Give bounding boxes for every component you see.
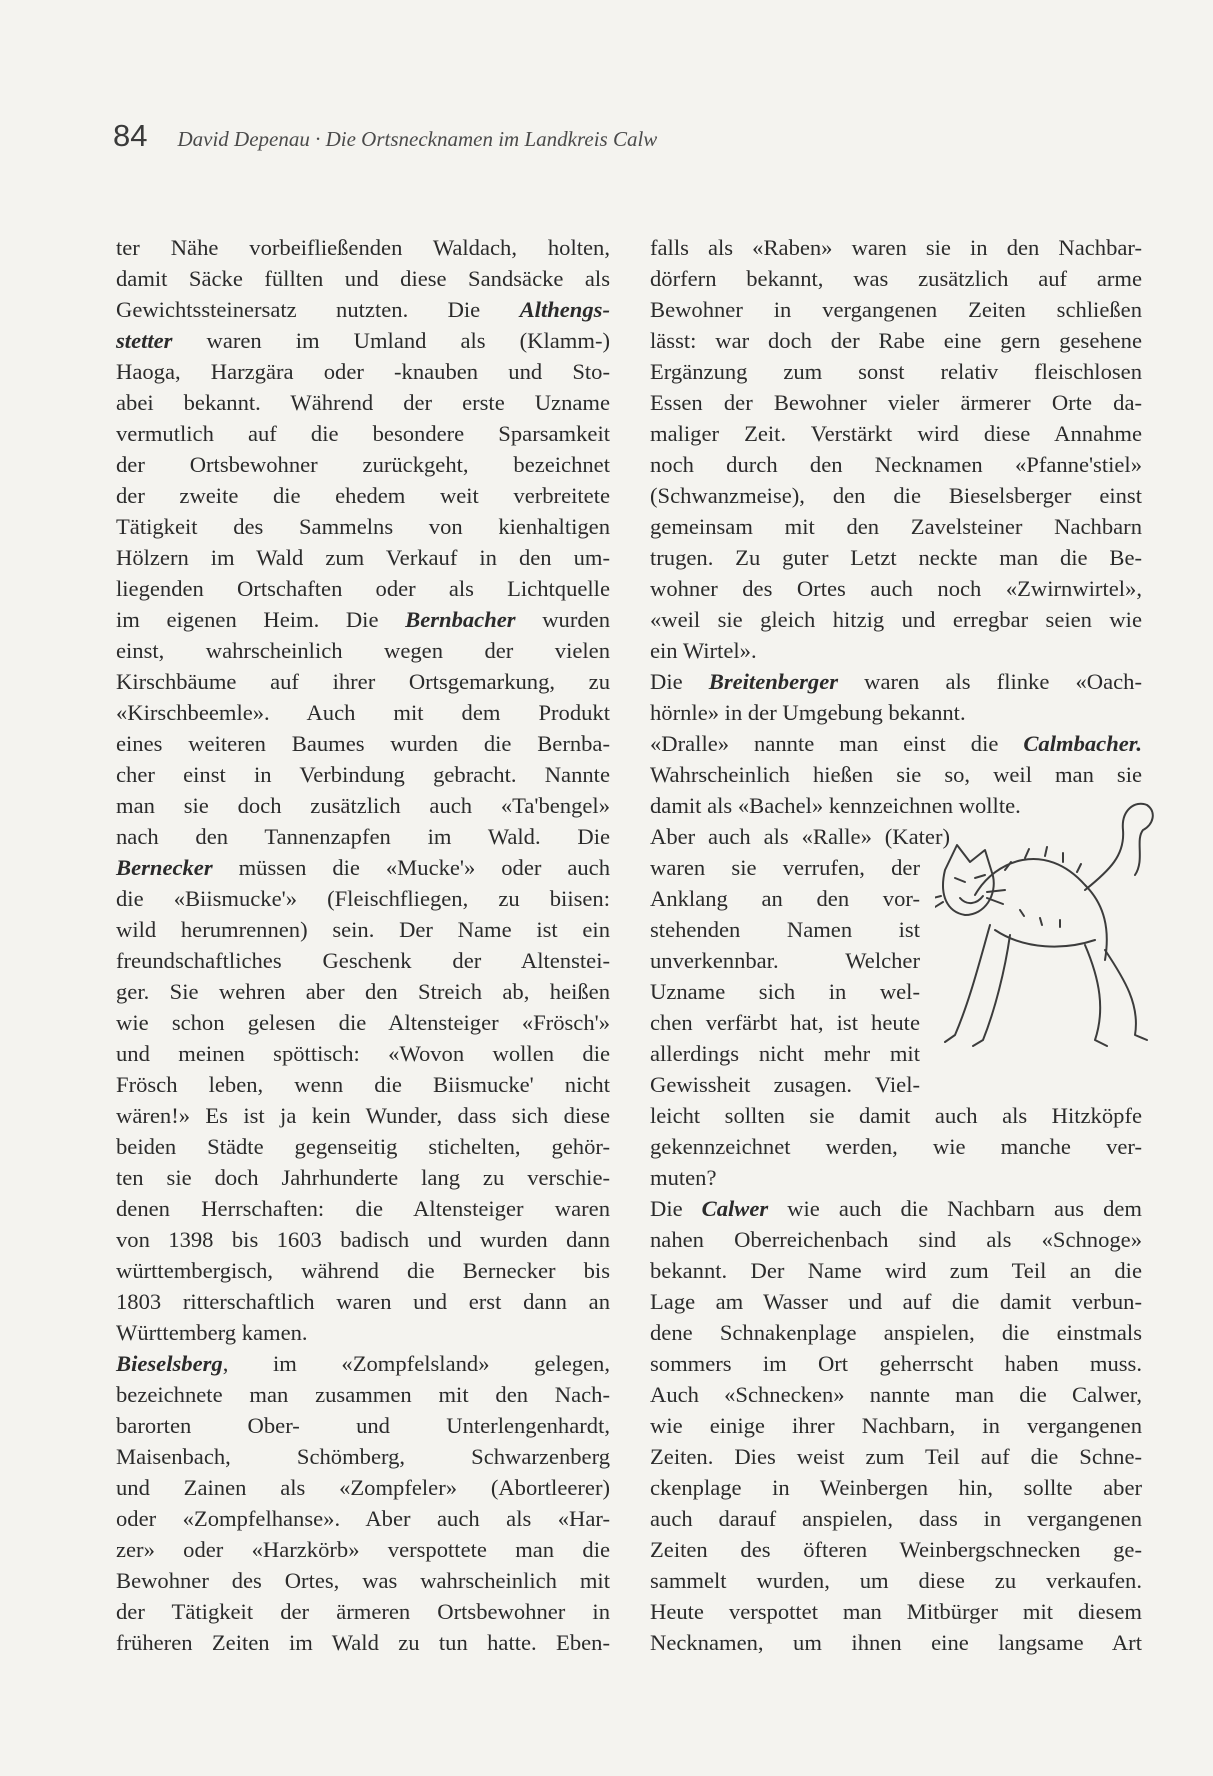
text-line: wohner des Ortes auch noch «Zwirnwirtel»,: [650, 576, 1142, 601]
text-line: falls als «Raben» waren sie in den Nachbar-: [650, 235, 1142, 260]
text-line: «Dralle» nannte man einst die Calmbacher.: [650, 731, 1142, 756]
text-line: damit Säcke füllten und diese Sandsäcke als: [116, 266, 610, 291]
text-line: Zeiten des öfteren Weinbergschnecken ge-: [650, 1537, 1142, 1562]
text-line: man sie doch zusätzlich auch «Ta'bengel»: [116, 793, 610, 818]
text-line: eines weiteren Baumes wurden die Bernba-: [116, 731, 610, 756]
text-line: und meinen spöttisch: «Wovon wollen die: [116, 1041, 610, 1066]
text-line: lässt: war doch der Rabe eine gern gesehene: [650, 328, 1142, 353]
text-line: Kirschbäume auf ihrer Ortsgemarkung, zu: [116, 669, 610, 694]
text-line: ter Nähe vorbeifließenden Waldach, holten,: [116, 235, 610, 260]
text-line: Württemberg kamen.: [116, 1320, 308, 1345]
text-line: «Kirschbeemle». Auch mit dem Produkt: [116, 700, 610, 725]
text-line: Tätigkeit des Sammelns von kienhaltigen: [116, 514, 610, 539]
text-line: bezeichnete man zusammen mit den Nach-: [116, 1382, 610, 1407]
text-line: sammelt wurden, um diese zu verkaufen.: [650, 1568, 1142, 1593]
text-line: [116, 325, 610, 356]
place-name-bernbacher: Bernbacher: [405, 607, 516, 632]
text-line: ten sie doch Jahrhunderte lang zu verschie-: [116, 1165, 610, 1190]
text-line: früheren Zeiten im Wald zu tun hatte. Eben-: [116, 1630, 610, 1655]
text-line: noch durch den Necknamen «Pfanne'stiel»: [650, 452, 1142, 477]
text-line: Heute verspottet man Mitbürger mit diesem: [650, 1599, 1142, 1624]
left-column: [116, 232, 610, 1658]
page-number: 84: [113, 118, 148, 153]
text-line: waren sie verrufen, der: [650, 855, 920, 880]
text-line: denen Herrschaften: die Altensteiger waren: [116, 1196, 610, 1221]
text-line: und Zainen als «Zompfeler» (Abortleerer): [116, 1475, 610, 1500]
text-line: Haoga, Harzgära oder -knauben und Sto-: [116, 359, 610, 384]
text-line: Lage am Wasser und auf die damit verbun-: [650, 1289, 1142, 1314]
text-line: wie einige ihrer Nachbarn, in vergangenen: [650, 1413, 1142, 1438]
text-line: leicht sollten sie damit auch als Hitzköpfe: [650, 1103, 1142, 1128]
text-line: freundschaftliches Geschenk der Altenstei-: [116, 948, 610, 973]
text-line: Aber auch als «Ralle» (Kater): [650, 824, 950, 849]
cat-illustration-icon: [935, 800, 1180, 1060]
text-line: Hölzern im Wald zum Verkauf in den um-: [116, 545, 610, 570]
text-line: Anklang an den vor-: [650, 886, 920, 911]
text-line: Zeiten. Dies weist zum Teil auf die Schne-: [650, 1444, 1142, 1469]
text-line: Bewohner des Ortes, was wahrscheinlich mit: [116, 1568, 610, 1593]
text-line: 1803 ritterschaftlich waren und erst dann an: [116, 1289, 610, 1314]
line-rest: waren im Umland als (Klamm-): [172, 328, 610, 353]
text-line: allerdings nicht mehr mit: [650, 1041, 920, 1066]
text-line: im eigenen Heim. Die Bernbacher wurden: [116, 607, 610, 632]
text-line: muten?: [650, 1165, 717, 1190]
text-line: cher einst in Verbindung gebracht. Nannte: [116, 762, 610, 787]
text-line: dene Schnakenplage anspielen, die einstmals: [650, 1320, 1142, 1345]
text-line: trugen. Zu guter Letzt neckte man die Be-: [650, 545, 1142, 570]
text-line: zer» oder «Harzkörb» verspottete man die: [116, 1537, 610, 1562]
text-line: sommers im Ort geherrscht haben muss.: [650, 1351, 1142, 1376]
text-line: Bieselsberg, im «Zompfelsland» gelegen,: [116, 1351, 610, 1376]
text-line: die «Biismucke'» (Fleischfliegen, zu biisen:: [116, 886, 610, 911]
text-line: Die Breitenberger waren als flinke «Oach-: [650, 669, 1142, 694]
text-line: Frösch leben, wenn die Biismucke' nicht: [116, 1072, 610, 1097]
text-line: abei bekannt. Während der erste Uzname: [116, 390, 610, 415]
text-line: Ergänzung zum sonst relativ fleischlosen: [650, 359, 1142, 384]
text-line: Gewissheit zusagen. Viel-: [650, 1072, 920, 1097]
text-line: Bernecker müssen die «Mucke'» oder auch: [116, 855, 610, 880]
text-line: gekennzeichnet werden, wie manche ver-: [650, 1134, 1142, 1159]
text-line: «weil sie gleich hitzig und erregbar seien wie: [650, 607, 1142, 632]
text-line: barorten Ober- und Unterlengenhardt,: [116, 1413, 610, 1438]
text-line: maliger Zeit. Verstärkt wird diese Annahme: [650, 421, 1142, 446]
text-line: Gewichtssteinersatz nutzten. Die Althengs-: [116, 297, 610, 322]
text-line: oder «Zompfelhanse». Aber auch als «Har-: [116, 1506, 610, 1531]
text-line: bekannt. Der Name wird zum Teil an die: [650, 1258, 1142, 1283]
text-line: ein Wirtel».: [650, 638, 757, 663]
text-line: auch darauf anspielen, dass in vergangenen: [650, 1506, 1142, 1531]
place-name-breitenberger: Breitenberger: [708, 669, 839, 694]
text-line: stehenden Namen ist: [650, 917, 920, 942]
text-line: von 1398 bis 1603 badisch und wurden dann: [116, 1227, 610, 1252]
text-line: gemeinsam mit den Zavelsteiner Nachbarn: [650, 514, 1142, 539]
text-line: nach den Tannenzapfen im Wald. Die: [116, 824, 610, 849]
text-line: (Schwanzmeise), den die Bieselsberger einst: [650, 483, 1142, 508]
text-line: wild herumrennen) sein. Der Name ist ein: [116, 917, 610, 942]
text-line: Wahrscheinlich hießen sie so, weil man sie: [650, 762, 1142, 787]
text-line: Auch «Schnecken» nannte man die Calwer,: [650, 1382, 1142, 1407]
text-line: einst, wahrscheinlich wegen der vielen: [116, 638, 610, 663]
place-name-bernecker: Bernecker: [116, 855, 213, 880]
text-line: dörfern bekannt, was zusätzlich auf arme: [650, 266, 1142, 291]
text-line: ger. Sie wehren aber den Streich ab, heißen: [116, 979, 610, 1004]
text-line: beiden Städte gegenseitig stichelten, gehör-: [116, 1134, 610, 1159]
place-name-althengstetter: Althengs-: [519, 297, 610, 322]
text-line: der zweite die ehedem weit verbreitete: [116, 483, 610, 508]
place-name-bieselsberg: Bieselsberg: [116, 1351, 223, 1376]
place-name-calmbacher: Calmbacher.: [1023, 731, 1142, 756]
place-name-althengstetter-cont: stetter: [116, 328, 173, 353]
place-name-calwer: Calwer: [701, 1196, 769, 1221]
text-line: der Ortsbewohner zurückgeht, bezeichnet: [116, 452, 610, 477]
text-line: chen verfärbt hat, ist heute: [650, 1010, 920, 1035]
running-title: David Depenau · Die Ortsnecknamen im Landkreis Calw: [177, 127, 658, 151]
text-line: nahen Oberreichenbach sind als «Schnoge»: [650, 1227, 1142, 1252]
text-line: Uzname sich in wel-: [650, 979, 920, 1004]
text-line: damit als «Bachel» kennzeichnen wollte.: [650, 793, 1021, 818]
text-line: Die Calwer wie auch die Nachbarn aus dem: [650, 1196, 1142, 1221]
text-line: unverkennbar. Welcher: [650, 948, 920, 973]
text-line: der Tätigkeit der ärmeren Ortsbewohner in: [116, 1599, 610, 1624]
text-line: Bewohner in vergangenen Zeiten schließen: [650, 297, 1142, 322]
text-line: ckenplage in Weinbergen hin, sollte aber: [650, 1475, 1142, 1500]
text-line: württembergisch, während die Bernecker bis: [116, 1258, 610, 1283]
page-header: [113, 118, 657, 158]
text-line: Essen der Bewohner vieler ärmerer Orte da-: [650, 390, 1142, 415]
text-line: wären!» Es ist ja kein Wunder, dass sich diese: [116, 1103, 610, 1128]
text-line: wie schon gelesen die Altensteiger «Frösch'»: [116, 1010, 610, 1035]
text-line: vermutlich auf die besondere Sparsamkeit: [116, 421, 610, 446]
text-line: liegenden Ortschaften oder als Lichtquelle: [116, 576, 610, 601]
text-line: hörnle» in der Umgebung bekannt.: [650, 700, 966, 725]
text-line: Necknamen, um ihnen eine langsame Art: [650, 1630, 1142, 1655]
text-line: Maisenbach, Schömberg, Schwarzenberg: [116, 1444, 610, 1469]
